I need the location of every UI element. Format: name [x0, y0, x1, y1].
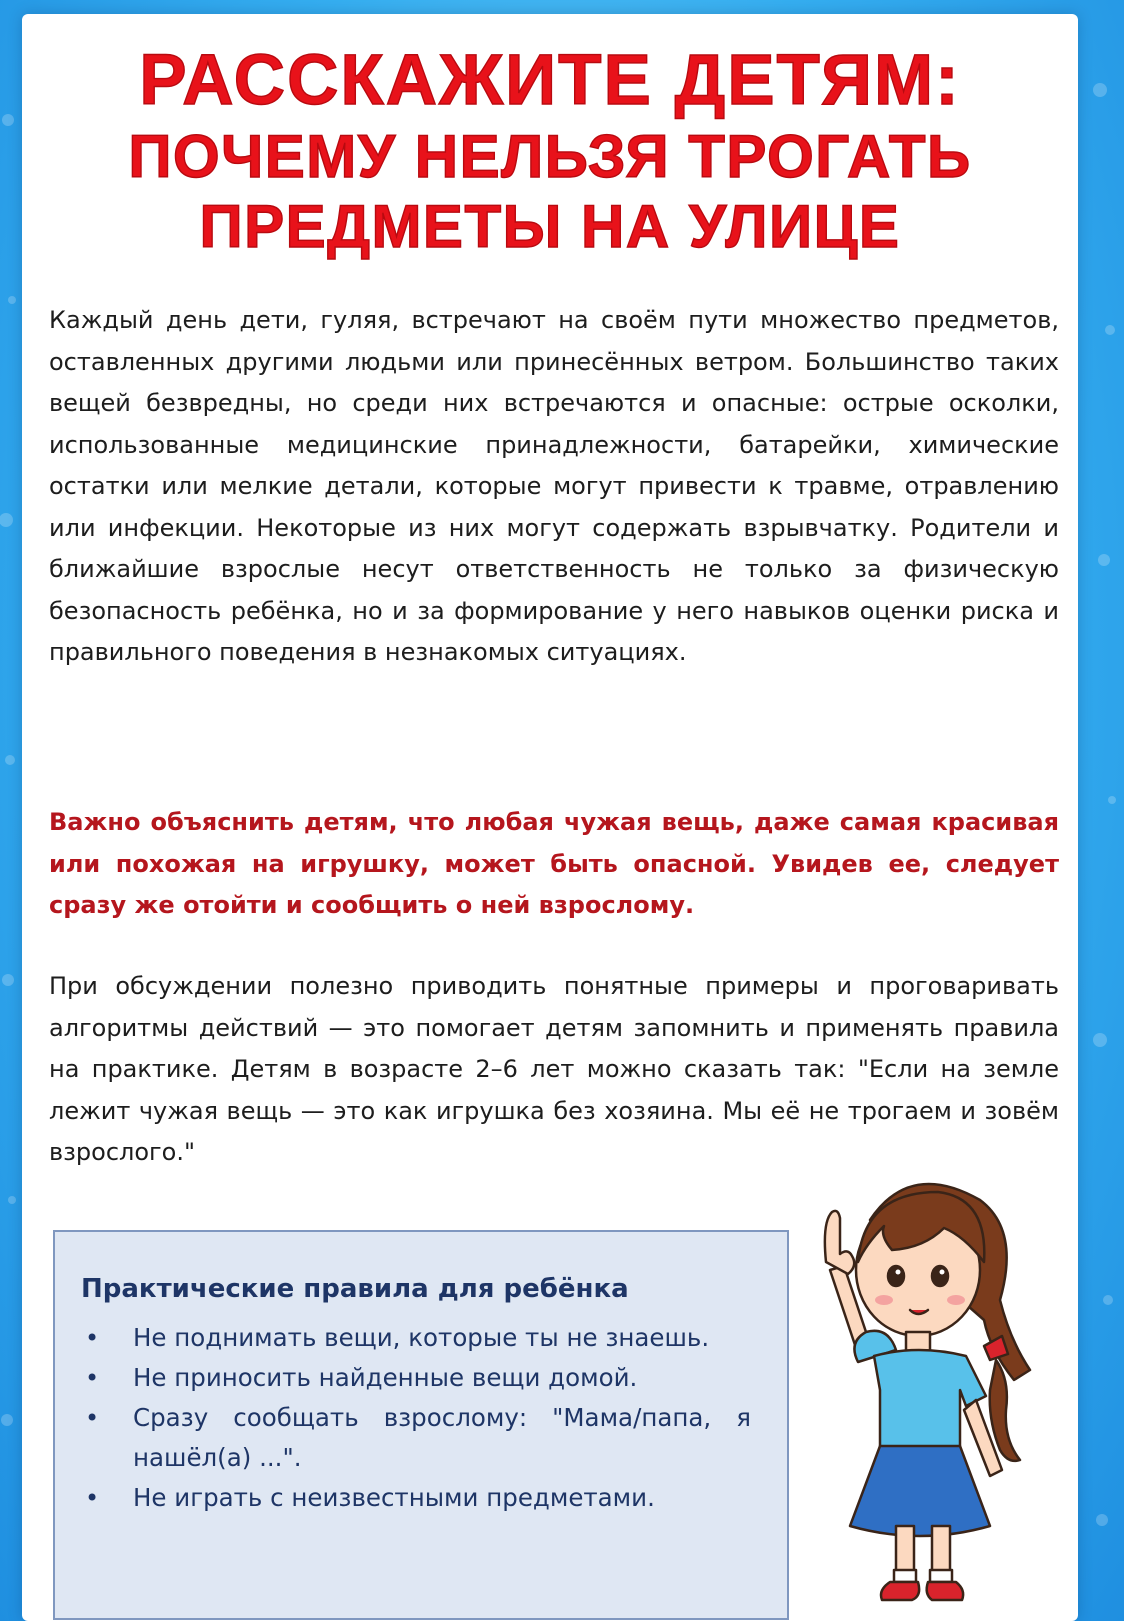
title-line-2: ПОЧЕМУ НЕЛЬЗЯ ТРОГАТЬ [128, 123, 972, 190]
poster-title [22, 40, 1078, 262]
rule-text: Сразу сообщать взрослому: "Мама/папа, я нашёл(а) ...". [133, 1403, 751, 1472]
bullet: • [85, 1364, 100, 1392]
title-line-1: РАССКАЖИТЕ ДЕТЯМ: [139, 41, 961, 120]
rule-text: Не приносить найденные вещи домой. [133, 1363, 638, 1392]
bullet: • [85, 1404, 100, 1432]
title-line-3: ПРЕДМЕТЫ НА УЛИЦЕ [199, 193, 901, 260]
discussion-paragraph: При обсуждении полезно приводить понятные примеры и проговаривать алгоритмы действий — это помогает детям запомнить и применять правила на практике. Детям в возрасте 2–6 лет можно сказать так: "Если на земле лежит чужая вещь — это как игрушка без хозяина. Мы её не трогаем и зовём взрослого." [49, 972, 1059, 1166]
rule-item [81, 1318, 751, 1358]
rule-item [81, 1358, 751, 1398]
bullet: • [85, 1484, 100, 1512]
intro-paragraph: Каждый день дети, гуляя, встречают на своём пути множество предметов, оставленных другими людьми или принесённых ветром. Большинство таких вещей безвредны, но среди них встречаются и опасные: острые осколки, использованные медицинские принадлежности, батарейки, химические остатки или мелкие детали, которые могут привести к травме, отравлению или инфекции. Некоторые из них могут содержать взрывчатку. Родители и ближайшие взрослые несут ответственность не только за физическую безопасность ребёнка, но и за формирование у него навыков оценки риска и правильного поведения в незнакомых ситуациях. [49, 306, 1059, 666]
rules-box [53, 1230, 789, 1620]
girl-pointing-up-icon [800, 1150, 1040, 1610]
rule-text: Не играть с неизвестными предметами. [133, 1483, 655, 1512]
rules-title: Практические правила для ребёнка [81, 1274, 629, 1304]
rule-text: Не поднимать вещи, которые ты не знаешь. [133, 1323, 710, 1352]
rule-item [81, 1478, 751, 1518]
bullet: • [85, 1324, 100, 1352]
rules-list [81, 1318, 751, 1518]
warning-paragraph: Важно объяснить детям, что любая чужая вещь, даже самая красивая или похожая на игрушку, может быть опасной. Увидев ее, следует сразу же отойти и сообщить о ней взрослому. [49, 808, 1059, 919]
rule-item [81, 1398, 751, 1478]
